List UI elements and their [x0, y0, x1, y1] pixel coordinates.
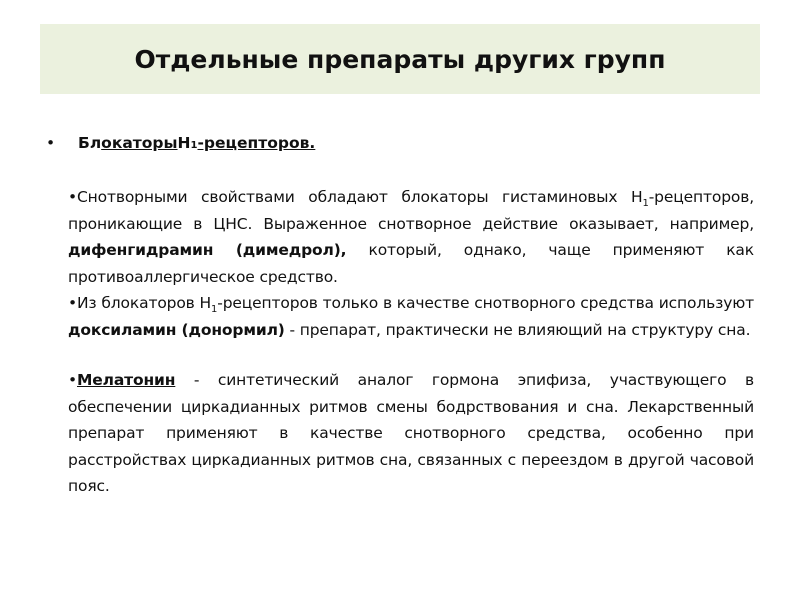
p2-text-2: -рецепторов только в качестве снотворного средства используют — [217, 294, 755, 312]
p1-drug-name: дифенгидрамин (димедрол), — [68, 241, 347, 259]
paragraph-melatonin — [68, 367, 754, 500]
p2-text-3: - препарат, практически не влияющий на структуру сна. — [284, 320, 751, 339]
p1-text-1: •Снотворными свойствами обладают блокаторы гистаминовых Н — [68, 188, 643, 206]
heading-part-a: Бл — [78, 134, 102, 152]
title-bar — [40, 24, 760, 94]
p3-bullet: • — [68, 371, 77, 389]
p2-text-1: •Из блокаторов Н — [68, 294, 212, 312]
paragraph-doxylamine — [68, 290, 754, 343]
p3-drug-name: Мелатонин — [77, 371, 176, 389]
section-heading: • Бл окаторы Н 1 -рецепторов. — [46, 128, 754, 158]
slide-title: Отдельные препараты других групп — [134, 44, 666, 74]
p1-text-2: -рецепторов, проникающие в ЦНС. Выраженное снотворное действие оказывает, например, — [68, 188, 754, 233]
heading-part-d: -рецепторов. — [197, 134, 316, 152]
paragraph-antihistamine — [68, 184, 754, 290]
p2-drug-name: доксиламин (донормил) — [68, 320, 285, 339]
p2-subscript: 1 — [211, 304, 218, 316]
slide-content — [46, 128, 754, 500]
p1-subscript: 1 — [642, 198, 649, 210]
p1-text-3: который, однако, чаще применяют как противоаллергическое средство. — [68, 241, 754, 286]
bullet-icon: • — [46, 134, 56, 152]
heading-part-b: окаторы — [101, 134, 178, 152]
heading-part-c: Н — [177, 134, 191, 152]
p3-text-1: - синтетический аналог гормона эпифиза, участвующего в обеспечении циркадианных ритмов смены бодрствования и сна. Лекарственный препарат применяют в качестве снотворного средства, особенно при расстройствах циркадианных ритмов сна, связанных с переездом в другой часовой пояс. — [68, 371, 754, 495]
